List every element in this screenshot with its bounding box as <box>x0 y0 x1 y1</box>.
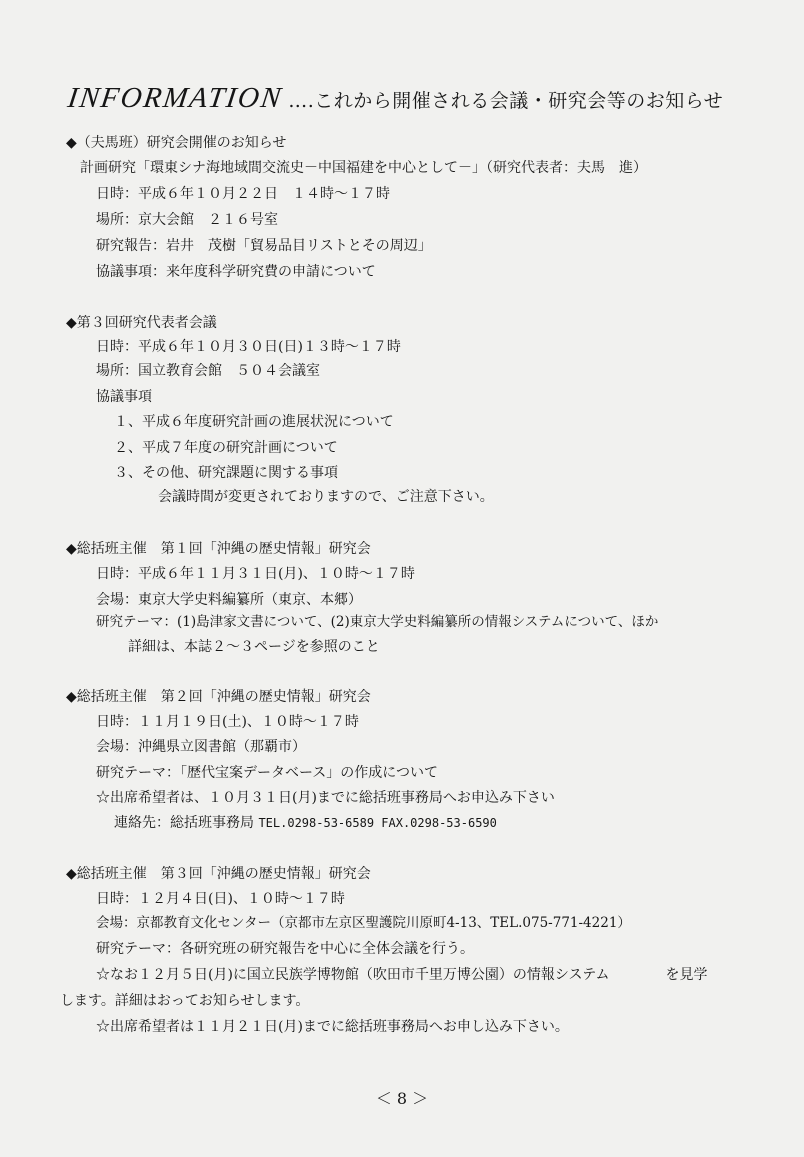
section-2-place: 場所：国立教育会館 ５０４会議室 <box>96 363 320 379</box>
page-header <box>65 82 724 115</box>
section-1-report: 研究報告：岩井 茂樹「貿易品目リストとその周辺」 <box>96 238 432 254</box>
section-1-agenda: 協議事項：来年度科学研究費の申請について <box>96 264 376 280</box>
page-number: ＜ 8 ＞ <box>375 1089 429 1108</box>
section-1-date: 日時：平成６年１０月２２日 １４時～１７時 <box>96 186 390 202</box>
section-2-agenda-label: 協議事項 <box>96 389 152 405</box>
section-2-heading: ◆第３回研究代表者会議 <box>66 315 217 331</box>
section-5-heading: ◆総括班主催 第３回「沖縄の歴史情報」研究会 <box>66 866 371 882</box>
section-3-heading: ◆総括班主催 第１回「沖縄の歴史情報」研究会 <box>66 541 371 557</box>
section-4-apply: ☆出席希望者は、１０月３１日(月)までに総括班事務局へお申込み下さい <box>96 790 555 806</box>
section-5-place: 会場：京都教育文化センター（京都市左京区聖護院川原町4-13、TEL.075-771-4221） <box>96 915 631 931</box>
header-title: INFORMATION <box>65 82 285 114</box>
section-3-detail: 詳細は、本誌２～３ページを参照のこと <box>128 639 380 655</box>
section-3-theme: 研究テーマ：(1)島津家文書について、(2)東京大学史料編纂所の情報システムについて、ほか <box>96 614 659 630</box>
section-5-visit-line-2: します。詳細はおってお知らせします。 <box>60 993 310 1009</box>
section-4-date: 日時：１１月１９日(土)、１０時～１７時 <box>96 714 359 730</box>
section-2-item-1: １、平成６年度研究計画の進展状況について <box>114 414 394 430</box>
section-4-contact <box>114 814 497 832</box>
section-4-place: 会場：沖縄県立図書館（那覇市） <box>96 739 306 755</box>
section-3-date: 日時：平成６年１１月３１日(月)、１０時～１７時 <box>96 566 415 582</box>
section-3-place: 会場：東京大学史料編纂所（東京、本郷） <box>96 592 362 608</box>
section-1-place: 場所：京大会館 ２１６号室 <box>96 212 278 228</box>
section-2-date: 日時：平成６年１０月３０日(日)１３時～１７時 <box>96 339 401 355</box>
section-2-item-2: ２、平成７年度の研究計画について <box>114 440 338 456</box>
section-4-heading: ◆総括班主催 第２回「沖縄の歴史情報」研究会 <box>66 689 371 705</box>
section-2-note: 会議時間が変更されておりますので、ご注意下さい。 <box>158 489 494 505</box>
section-1-project: 計画研究「環東シナ海地域間交流史－中国福建を中心として－」（研究代表者：夫馬 進） <box>80 160 647 176</box>
header-subtitle: ….これから開催される会議・研究会等のお知らせ <box>288 90 724 112</box>
section-1-heading: ◆（夫馬班）研究会開催のお知らせ <box>66 135 287 151</box>
section-4-theme: 研究テーマ：「歴代宝案データベース」の作成について <box>96 765 439 781</box>
section-5-date: 日時：１２月４日(日)、１０時～１７時 <box>96 891 345 907</box>
section-2-item-3: ３、その他、研究課題に関する事項 <box>114 465 338 481</box>
section-5-theme: 研究テーマ：各研究班の研究報告を中心に全体会議を行う。 <box>96 941 474 957</box>
section-5-apply: ☆出席希望者は１１月２１日(月)までに総括班事務局へお申し込み下さい。 <box>96 1019 569 1035</box>
section-5-visit-line-1: ☆なお１２月５日(月)に国立民族学博物館（吹田市千里万博公園）の情報システム を見学 <box>96 967 708 983</box>
contact-label: 連絡先：総括班事務局 <box>114 815 254 831</box>
contact-phone-fax: TEL.0298-53-6589 FAX.0298-53-6590 <box>258 816 497 830</box>
